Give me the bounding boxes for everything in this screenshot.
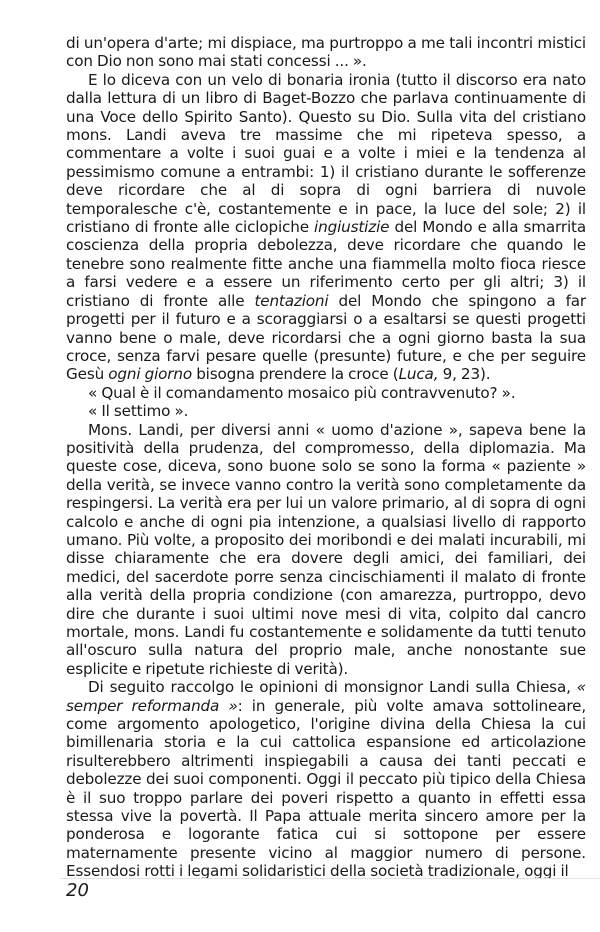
text-run: : in generale, più volte amava sottolineare, come argomento apologetico, l'origine divina della Chiesa la cui bimillenaria storia e la cui cattolica espansione ed articolazione risulterebbero altrimenti inspiegabili a causa dei tanti peccati e debolezze dei suoi componenti. Oggi il peccato più tipico della Chiesa è il suo troppo parlare dei poveri rispetto a quanto in effetti essa stessa vive la povertà. Il Papa attuale merita sincero amore per la ponderosa e logorante fatica cui si sottopone per essere maternamente presente vicino al maggior numero di persone. Essendosi rotti i legami solidaristici della società tradizionale, oggi il — [66, 696, 587, 881]
paragraph-4 — [66, 402, 586, 420]
footer-rule — [60, 878, 600, 879]
paragraph-1 — [66, 34, 586, 71]
italic-run: tentazioni — [254, 291, 329, 310]
paragraph-2 — [66, 71, 586, 384]
text-run: di un'opera d'arte; mi dispiace, ma purtroppo a me tali incontri mistici con Dio non sono mai stati concessi ... ». — [66, 34, 586, 71]
paragraph-3 — [66, 384, 586, 402]
text-run: bisogna prendere la croce ( — [192, 365, 399, 384]
text-run: del Mondo e alla smarrita coscienza della propria debolezza, deve ricordare che quando le tenebre sono realmente fitte anche una fiammella molto fioca riesce a farsi vedere e a essere un riferimento certo per gli altri; 3) il cristiano di fronte alle — [66, 218, 586, 310]
text-run: Mons. Landi, per diversi anni « uomo d'azione », sapeva bene la positività della prudenza, del compromesso, della diplomazia. Ma queste cose, diceva, sono buone solo se sono la forma « paziente » della verità, se invece vanno contro la verità sono completamente da respingersi. La verità era per lui un valore primario, al di sopra di ogni calcolo e anche di ogni pia intenzione, a qualsiasi livello di rapporto umano. Più volte, a proposito dei moribondi e dei malati incurabili, mi disse chiaramente che era dovere degli amici, dei familiari, dei medici, del sacerdote porre senza cincischiamenti il malato di fronte alla verità della propria condizione (con amarezza, purtroppo, devo dire che durante i suoi ultimi nove mesi di vita, colpito dal cancro mortale, mons. Landi fu costantemente e solidamente da tutti tenuto all'oscuro sulla natura del proprio male, anche nonostante sue esplicite e ripetute richieste di verità). — [66, 420, 586, 678]
page-text — [66, 34, 586, 881]
text-run: E lo diceva con un velo di bonaria ironia (tutto il discorso era nato dalla lettura di un libro di Baget-Bozzo che parlava continuamente di una Voce dello Spirito Santo). Questo su Dio. Sulla vita del cristiano mons. Landi aveva tre massime che mi ripeteva spesso, a commentare a volte i suoi guai e a volte i miei e la tendenza al pessimismo comune a entrambi: 1) il cristiano durante le sofferenze deve ricordare che al di sopra di ogni barriera di nuvole temporalesche c'è, costantemente e in pace, la luce del sole; 2) il cristiano di fronte alle ciclopiche — [66, 70, 586, 237]
page-number: 20 — [66, 880, 89, 901]
text-run: 9, 23). — [438, 365, 491, 384]
italic-run: Luca, — [398, 365, 439, 384]
text-run: « Il settimo ». — [88, 402, 189, 421]
italic-run: ogni giorno — [108, 365, 193, 384]
text-run: del Mondo che spingono a far progetti per il futuro e a scoraggiarsi o a esaltarsi se questi progetti vanno bene o male, deve ricordarsi che a ogni giorno basta la sua croce, senza farvi pesare quelle (presunte) future, e che per seguire Gesù — [66, 291, 587, 384]
text-run: « Qual è il comandamento mosaico più contravvenuto? ». — [88, 383, 516, 402]
italic-run: ingiustizie — [314, 218, 390, 237]
paragraph-5 — [66, 421, 586, 679]
italic-run: « semper reformanda » — [66, 678, 586, 715]
paragraph-6 — [66, 678, 586, 880]
text-run: Di seguito raccolgo le opinioni di monsignor Landi sulla Chiesa, — [88, 678, 577, 697]
